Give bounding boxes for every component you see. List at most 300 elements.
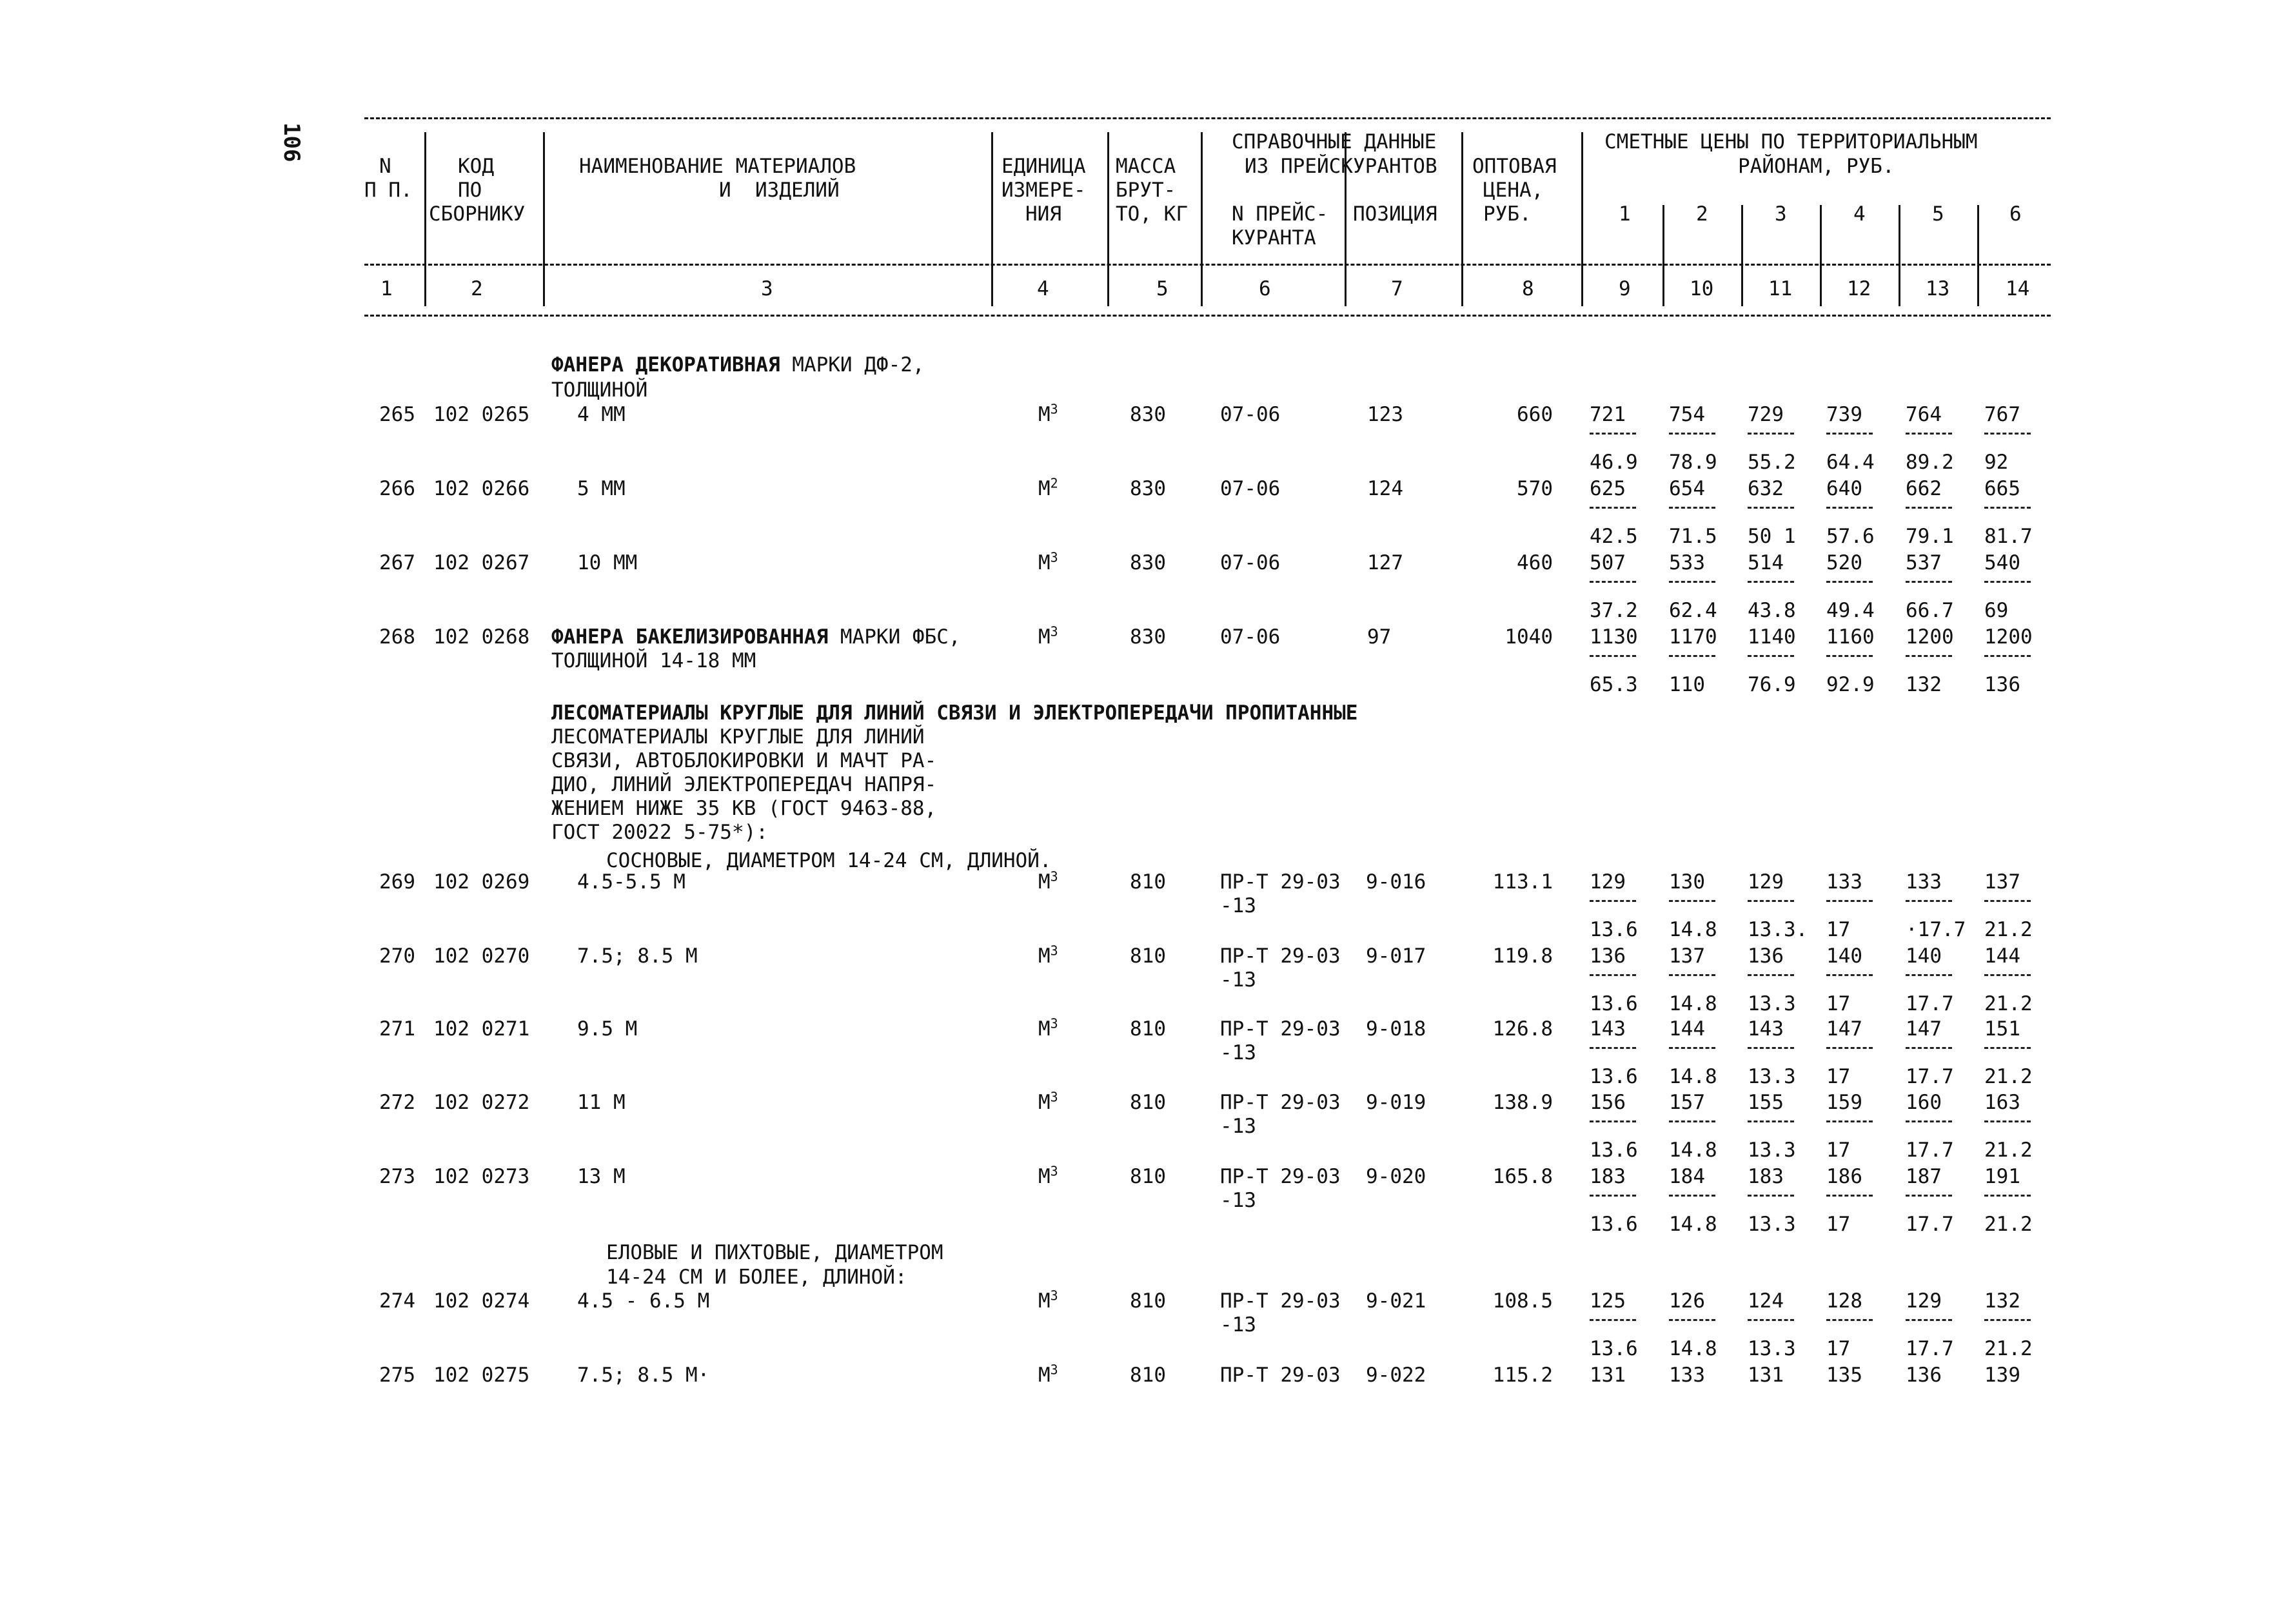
row-price-list: ПР-Т 29-03 [1220, 1017, 1341, 1041]
row-fraction-line [1748, 974, 1794, 976]
header-region-3: 3 [1775, 202, 1787, 226]
row-region-price: 147 [1826, 1017, 1862, 1041]
row-fraction-line [1748, 1120, 1794, 1122]
row-wholesale-price: 119.8 [1492, 944, 1553, 968]
row-position: 9-018 [1366, 1017, 1426, 1041]
row-name: 10 ММ [577, 551, 638, 574]
row-fraction-line [1906, 655, 1952, 657]
row-region-transport-cost: 13.6 [1590, 1065, 1638, 1088]
header-region-6: 6 [2009, 202, 2022, 226]
row-fraction-line [1906, 1047, 1952, 1049]
header-mid-rule [364, 264, 2051, 266]
row-region-transport-cost: 57.6 [1826, 525, 1875, 548]
header-ref-group-line2: ИЗ ПРЕЙСКУРАНТОВ [1245, 155, 1437, 178]
row-code: 102 0267 [433, 551, 530, 574]
row-region-price: 156 [1590, 1091, 1626, 1114]
header-col5-line3: ТО, КГ [1116, 202, 1188, 226]
row-region-price: 721 [1590, 403, 1626, 426]
header-column-separator [424, 132, 426, 306]
row-fraction-line [1826, 1047, 1873, 1049]
header-column-separator [1107, 132, 1109, 306]
row-fraction-line [1748, 1319, 1794, 1321]
row-region-transport-cost: 13.6 [1590, 1337, 1638, 1360]
row-number: 267 [379, 551, 415, 574]
row-region-price: 132 [1984, 1289, 2020, 1313]
row-region-transport-cost: 69 [1984, 599, 2009, 622]
row-region-transport-cost: 78.9 [1669, 451, 1717, 474]
row-number: 274 [379, 1289, 415, 1313]
row-fraction-line [1590, 507, 1636, 509]
header-column-number: 13 [1926, 277, 1950, 300]
row-fraction-line [1906, 974, 1952, 976]
row-region-transport-cost: 13.6 [1590, 1139, 1638, 1162]
row-code: 102 0268 [433, 625, 530, 649]
row-number: 271 [379, 1017, 415, 1041]
row-fraction-line [1669, 433, 1715, 435]
header-bottom-rule [364, 315, 2051, 317]
region-column-separator [1899, 205, 1900, 306]
row-region-transport-cost: 13.6 [1590, 918, 1638, 941]
row-mass: 810 [1130, 1017, 1166, 1041]
row-region-price: 764 [1906, 403, 1942, 426]
row-region-price: 160 [1906, 1091, 1942, 1114]
row-fraction-line [1984, 655, 2031, 657]
section-spruce-subheading-line1: ЕЛОВЫЕ И ПИХТОВЫЕ, ДИАМЕТРОМ [606, 1241, 943, 1264]
row-region-transport-cost: 46.9 [1590, 451, 1638, 474]
header-col4-line3: НИЯ [1025, 202, 1061, 226]
row-region-transport-cost: 13.3 [1748, 992, 1796, 1015]
section-pine-subheading: СОСНОВЫЕ, ДИАМЕТРОМ 14-24 СМ, ДЛИНОЙ. [606, 849, 1052, 872]
row-region-transport-cost: 13.3 [1748, 1065, 1796, 1088]
row-region-transport-cost: 136 [1984, 673, 2020, 696]
row-wholesale-price: 115.2 [1492, 1364, 1553, 1387]
row-region-transport-cost: 17 [1826, 1337, 1851, 1360]
section-timber-description-line: ГОСТ 20022 5-75*): [551, 821, 768, 844]
row-region-transport-cost: 21.2 [1984, 992, 2033, 1015]
row-region-price: 184 [1669, 1165, 1705, 1188]
row-price-list: 07-06 [1220, 477, 1281, 500]
header-column-separator [1461, 132, 1463, 306]
row-fraction-line [1984, 581, 2031, 583]
row-position: 123 [1367, 403, 1403, 426]
row-unit [1038, 551, 1058, 574]
row-region-transport-cost: 13.3. [1748, 918, 1808, 941]
row-region-price: 157 [1669, 1091, 1705, 1114]
header-column-number: 14 [2006, 277, 2030, 300]
header-region-2: 2 [1696, 202, 1708, 226]
row-unit-base: М [1038, 1091, 1051, 1114]
row-code: 102 0275 [433, 1364, 530, 1387]
row-fraction-line [1826, 1319, 1873, 1321]
header-col6-line1: N ПРЕЙС- [1232, 202, 1328, 226]
row-region-price: 143 [1590, 1017, 1626, 1041]
row-region-transport-cost: 65.3 [1590, 673, 1638, 696]
row-code: 102 0265 [433, 403, 530, 426]
header-column-number: 5 [1156, 277, 1169, 300]
row-fraction-line [1590, 1319, 1636, 1321]
row-region-transport-cost: 17 [1826, 918, 1851, 941]
row-region-transport-cost: 17.7 [1906, 1213, 1954, 1236]
row-region-price: 136 [1906, 1364, 1942, 1387]
header-column-number: 4 [1037, 277, 1049, 300]
row-region-price: 137 [1669, 944, 1705, 968]
row-fraction-line [1748, 581, 1794, 583]
row-region-price: 520 [1826, 551, 1862, 574]
header-top-rule [364, 117, 2051, 119]
row-fraction-line [1826, 1195, 1873, 1197]
row-region-price: 131 [1748, 1364, 1784, 1387]
row-region-transport-cost: 13.6 [1590, 1213, 1638, 1236]
row-fraction-line [1669, 900, 1715, 902]
header-col2-line1: КОД [458, 155, 494, 178]
row-position: 9-021 [1366, 1289, 1426, 1313]
section-timber-description-line: ЖЕНИЕМ НИЖЕ 35 КВ (ГОСТ 9463-88, [551, 797, 937, 820]
row-region-price: 507 [1590, 551, 1626, 574]
row-region-price: 159 [1826, 1091, 1862, 1114]
row-region-price: 130 [1669, 870, 1705, 894]
row-region-price: 540 [1984, 551, 2020, 574]
row-region-price: 1130 [1590, 625, 1638, 649]
row-mass: 810 [1130, 1289, 1166, 1313]
row-number: 273 [379, 1165, 415, 1188]
row-region-transport-cost: 21.2 [1984, 1065, 2033, 1088]
row-name: 5 ММ [577, 477, 626, 500]
row-unit-exponent: 3 [1050, 1089, 1058, 1105]
row-region-price: 537 [1906, 551, 1942, 574]
row-region-transport-cost: 71.5 [1669, 525, 1717, 548]
section-veneer-title: ФАНЕРА ДЕКОРАТИВНАЯ [551, 353, 780, 377]
row-fraction-line [1826, 433, 1873, 435]
row-region-price: 151 [1984, 1017, 2020, 1041]
row-unit-base: М [1038, 551, 1051, 574]
row-position: 9-016 [1366, 870, 1426, 894]
header-col4-line2: ИЗМЕРЕ- [1001, 179, 1086, 202]
row-fraction-line [1984, 1120, 2031, 1122]
row-unit-exponent: 3 [1050, 943, 1058, 959]
page-number: 106 [279, 122, 304, 162]
row-region-transport-cost: 17.7 [1906, 1139, 1954, 1162]
row-unit-exponent: 3 [1050, 1015, 1058, 1032]
row-region-price: 129 [1906, 1289, 1942, 1313]
row-region-transport-cost: 79.1 [1906, 525, 1954, 548]
row-fraction-line [1906, 1120, 1952, 1122]
row-fraction-line [1669, 974, 1715, 976]
row-region-price: 625 [1590, 477, 1626, 500]
row-position: 127 [1367, 551, 1403, 574]
row-price-list: 07-06 [1220, 625, 1281, 649]
row-fraction-line [1590, 1195, 1636, 1197]
row-name: 7.5; 8.5 М· [577, 1364, 710, 1387]
row-unit [1038, 870, 1058, 894]
row-region-transport-cost: 14.8 [1669, 1065, 1717, 1088]
row-price-list: ПР-Т 29-03 [1220, 1091, 1341, 1114]
header-column-number: 11 [1768, 277, 1793, 300]
row-region-price: 767 [1984, 403, 2020, 426]
header-col5-line1: МАССА [1116, 155, 1176, 178]
header-column-separator [1581, 132, 1583, 306]
row-fraction-line [1669, 507, 1715, 509]
section-timber-description-line: ЛЕСОМАТЕРИАЛЫ КРУГЛЫЕ ДЛЯ ЛИНИЙ [551, 725, 925, 748]
row-code: 102 0266 [433, 477, 530, 500]
row-region-transport-cost: 21.2 [1984, 1139, 2033, 1162]
row-unit-exponent: 3 [1050, 1287, 1058, 1304]
row-region-transport-cost: 17.7 [1906, 1337, 1954, 1360]
row-region-price: 754 [1669, 403, 1705, 426]
row-region-price: 739 [1826, 403, 1862, 426]
row-fraction-line [1984, 1195, 2031, 1197]
row-code: 102 0273 [433, 1165, 530, 1188]
row-region-transport-cost: 76.9 [1748, 673, 1796, 696]
row-region-transport-cost: 14.8 [1669, 992, 1717, 1015]
row-region-transport-cost: 13.6 [1590, 992, 1638, 1015]
row-region-transport-cost: 14.8 [1669, 1213, 1717, 1236]
row-region-transport-cost: 89.2 [1906, 451, 1954, 474]
row-fraction-line [1906, 581, 1952, 583]
row-unit-base: М [1038, 1289, 1051, 1313]
row-name-line2: ТОЛЩИНОЙ 14-18 ММ [551, 649, 756, 672]
row-position: 9-017 [1366, 944, 1426, 968]
region-column-separator [1820, 205, 1822, 306]
row-region-price: 140 [1826, 944, 1862, 968]
row-fraction-line [1984, 974, 2031, 976]
row-name: 4 ММ [577, 403, 626, 426]
row-region-price: 140 [1906, 944, 1942, 968]
row-name [551, 625, 961, 649]
row-price-list-cont: -13 [1220, 968, 1256, 992]
header-column-number: 9 [1619, 277, 1631, 300]
row-region-price: 147 [1906, 1017, 1942, 1041]
row-fraction-line [1669, 655, 1715, 657]
row-region-price: 1140 [1748, 625, 1796, 649]
row-region-transport-cost: 14.8 [1669, 1139, 1717, 1162]
row-region-price: 126 [1669, 1289, 1705, 1313]
header-col6-line2: КУРАНТА [1232, 226, 1316, 249]
row-region-transport-cost: 14.8 [1669, 918, 1717, 941]
header-column-number: 12 [1847, 277, 1871, 300]
row-region-price: 139 [1984, 1364, 2020, 1387]
row-region-price: 1160 [1826, 625, 1875, 649]
row-region-price: 187 [1906, 1165, 1942, 1188]
section-timber-title: ЛЕСОМАТЕРИАЛЫ КРУГЛЫЕ ДЛЯ ЛИНИЙ СВЯЗИ И ЭЛЕКТРОПЕРЕДАЧИ ПРОПИТАННЫЕ [551, 701, 1358, 725]
row-price-list: 07-06 [1220, 403, 1281, 426]
row-mass: 810 [1130, 1091, 1166, 1114]
row-region-price: 1200 [1906, 625, 1954, 649]
row-wholesale-price: 570 [1517, 477, 1553, 500]
row-region-transport-cost: 13.3 [1748, 1213, 1796, 1236]
row-region-transport-cost: 14.8 [1669, 1337, 1717, 1360]
row-region-price: 533 [1669, 551, 1705, 574]
header-column-separator [1201, 132, 1203, 306]
row-price-list: ПР-Т 29-03 [1220, 1364, 1341, 1387]
row-region-price: 191 [1984, 1165, 2020, 1188]
row-fraction-line [1984, 1047, 2031, 1049]
row-region-price: 654 [1669, 477, 1705, 500]
row-region-price: 129 [1590, 870, 1626, 894]
region-column-separator [1741, 205, 1743, 306]
row-region-price: 155 [1748, 1091, 1784, 1114]
header-price-group-line2: РАЙОНАМ, РУБ. [1738, 155, 1895, 178]
region-column-separator [1977, 205, 1979, 306]
row-unit-base: М [1038, 944, 1051, 968]
row-fraction-line [1984, 433, 2031, 435]
row-price-list: 07-06 [1220, 551, 1281, 574]
row-unit [1038, 1165, 1058, 1188]
row-unit-exponent: 2 [1050, 475, 1058, 491]
row-fraction-line [1826, 900, 1873, 902]
row-name: 4.5-5.5 М [577, 870, 686, 894]
row-fraction-line [1590, 974, 1636, 976]
row-region-transport-cost: 17.7 [1906, 992, 1954, 1015]
row-region-transport-cost: 21.2 [1984, 1337, 2033, 1360]
row-region-price: 135 [1826, 1364, 1862, 1387]
row-region-transport-cost: 21.2 [1984, 918, 2033, 941]
row-fraction-line [1590, 900, 1636, 902]
row-unit-exponent: 3 [1050, 1362, 1058, 1378]
row-unit [1038, 1289, 1058, 1313]
row-region-transport-cost: 132 [1906, 673, 1942, 696]
row-wholesale-price: 660 [1517, 403, 1553, 426]
row-unit-base: М [1038, 403, 1051, 426]
row-fraction-line [1669, 581, 1715, 583]
row-unit [1038, 625, 1058, 649]
row-unit [1038, 477, 1058, 500]
row-price-list-cont: -13 [1220, 1115, 1256, 1138]
section-timber-description-line: ДИО, ЛИНИЙ ЭЛЕКТРОПЕРЕДАЧ НАПРЯ- [551, 773, 937, 796]
row-fraction-line [1826, 974, 1873, 976]
header-col4-line1: ЕДИНИЦА [1001, 155, 1086, 178]
row-fraction-line [1906, 1319, 1952, 1321]
row-wholesale-price: 113.1 [1492, 870, 1553, 894]
row-mass: 830 [1130, 551, 1166, 574]
row-position: 9-020 [1366, 1165, 1426, 1188]
row-region-price: 183 [1748, 1165, 1784, 1188]
row-mass: 810 [1130, 870, 1166, 894]
header-col8-line2: ЦЕНА, [1483, 179, 1544, 202]
row-fraction-line [1669, 1120, 1715, 1122]
row-region-price: 144 [1984, 944, 2020, 968]
header-col1-line1: N [379, 155, 391, 178]
section-veneer-title-rest: МАРКИ ДФ-2, [780, 353, 925, 377]
row-code: 102 0274 [433, 1289, 530, 1313]
row-fraction-line [1826, 507, 1873, 509]
row-region-price: 133 [1669, 1364, 1705, 1387]
header-region-1: 1 [1619, 202, 1631, 226]
row-mass: 830 [1130, 477, 1166, 500]
row-region-transport-cost: 13.3 [1748, 1337, 1796, 1360]
row-unit [1038, 1017, 1058, 1041]
row-price-list: ПР-Т 29-03 [1220, 870, 1341, 894]
row-region-price: 136 [1748, 944, 1784, 968]
row-region-price: 183 [1590, 1165, 1626, 1188]
header-column-separator [543, 132, 545, 306]
row-code: 102 0269 [433, 870, 530, 894]
row-fraction-line [1906, 507, 1952, 509]
row-fraction-line [1906, 1195, 1952, 1197]
header-column-number: 1 [380, 277, 393, 300]
row-region-price: 163 [1984, 1091, 2020, 1114]
row-unit-base: М [1038, 625, 1051, 649]
header-price-group-line1: СМЕТНЫЕ ЦЕНЫ ПО ТЕРРИТОРИАЛЬНЫМ [1604, 130, 1978, 153]
header-col2-line3: СБОРНИКУ [429, 202, 526, 226]
row-region-price: 665 [1984, 477, 2020, 500]
row-mass: 810 [1130, 944, 1166, 968]
row-region-price: 131 [1590, 1364, 1626, 1387]
row-price-list-cont: -13 [1220, 1313, 1256, 1336]
row-name: 13 М [577, 1165, 626, 1188]
header-col3-line1: НАИМЕНОВАНИЕ МАТЕРИАЛОВ [579, 155, 856, 178]
row-number: 269 [379, 870, 415, 894]
section-timber-description-line: СВЯЗИ, АВТОБЛОКИРОВКИ И МАЧТ РА- [551, 749, 937, 772]
row-code: 102 0271 [433, 1017, 530, 1041]
row-unit-exponent: 3 [1050, 549, 1058, 565]
row-unit [1038, 1091, 1058, 1114]
header-region-5: 5 [1932, 202, 1944, 226]
row-wholesale-price: 108.5 [1492, 1289, 1553, 1313]
row-price-list-cont: -13 [1220, 1189, 1256, 1212]
row-fraction-line [1748, 507, 1794, 509]
row-mass: 830 [1130, 625, 1166, 649]
row-name: 4.5 - 6.5 М [577, 1289, 710, 1313]
row-fraction-line [1590, 1120, 1636, 1122]
row-fraction-line [1748, 1047, 1794, 1049]
row-region-price: 640 [1826, 477, 1862, 500]
row-wholesale-price: 1040 [1505, 625, 1553, 649]
row-region-transport-cost: 17.7 [1906, 1065, 1954, 1088]
row-region-transport-cost: 62.4 [1669, 599, 1717, 622]
row-region-transport-cost: 17 [1826, 1213, 1851, 1236]
row-price-list-cont: -13 [1220, 894, 1256, 917]
row-region-price: 514 [1748, 551, 1784, 574]
region-column-separator [1662, 205, 1664, 306]
row-price-list: ПР-Т 29-03 [1220, 1165, 1341, 1188]
header-region-4: 4 [1853, 202, 1866, 226]
row-fraction-line [1590, 581, 1636, 583]
row-region-price: 186 [1826, 1165, 1862, 1188]
header-column-number: 7 [1391, 277, 1403, 300]
row-fraction-line [1748, 900, 1794, 902]
row-region-price: 133 [1906, 870, 1942, 894]
row-mass: 810 [1130, 1165, 1166, 1188]
row-region-transport-cost: 110 [1669, 673, 1705, 696]
row-fraction-line [1748, 655, 1794, 657]
row-number: 265 [379, 403, 415, 426]
row-region-transport-cost: 55.2 [1748, 451, 1796, 474]
row-region-transport-cost: 66.7 [1906, 599, 1954, 622]
row-unit-exponent: 3 [1050, 1163, 1058, 1179]
row-name: 11 М [577, 1091, 626, 1114]
row-code: 102 0272 [433, 1091, 530, 1114]
row-fraction-line [1906, 900, 1952, 902]
row-number: 270 [379, 944, 415, 968]
row-region-price: 124 [1748, 1289, 1784, 1313]
header-column-separator [991, 132, 993, 306]
header-column-number: 10 [1690, 277, 1714, 300]
row-region-transport-cost: 13.3 [1748, 1139, 1796, 1162]
row-number: 275 [379, 1364, 415, 1387]
row-region-transport-cost: 81.7 [1984, 525, 2033, 548]
header-col3-line2: И ИЗДЕЛИЙ [719, 179, 840, 202]
row-region-transport-cost: 43.8 [1748, 599, 1796, 622]
row-unit-base: М [1038, 477, 1051, 500]
row-region-price: 136 [1590, 944, 1626, 968]
row-wholesale-price: 460 [1517, 551, 1553, 574]
row-region-transport-cost: 92.9 [1826, 673, 1875, 696]
row-region-transport-cost: 42.5 [1590, 525, 1638, 548]
header-column-number: 8 [1522, 277, 1534, 300]
row-fraction-line [1984, 1319, 2031, 1321]
row-region-price: 729 [1748, 403, 1784, 426]
row-region-price: 128 [1826, 1289, 1862, 1313]
